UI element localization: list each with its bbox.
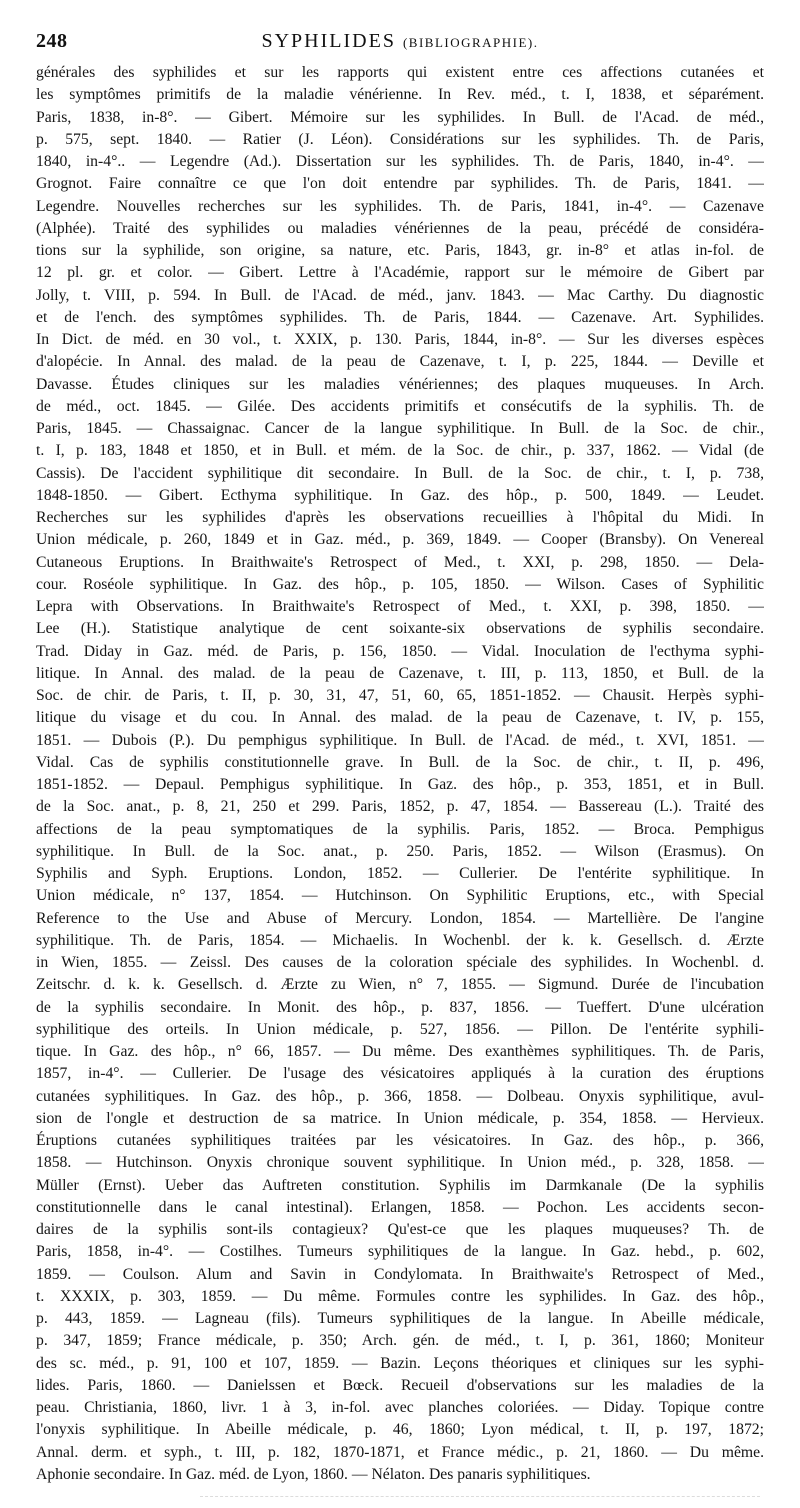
text-line: d'alopécie. In Annal. des malad. de la peau de Cazenave, t. I, p. 225, 1844. — Deville et — [36, 353, 764, 371]
text-line: de la Soc. anat., p. 8, 21, 250 et 299. Paris, 1852, p. 47, 1854. — Bassereau (L.). Traité des — [36, 798, 764, 816]
text-line: Recherches sur les syphilides d'après les observations recueillies à l'hôpital du Midi. In — [36, 509, 764, 526]
text-line: tique. In Gaz. des hôp., n° 66, 1857. — Du même. Des exanthèmes syphilitiques. Th. de Paris, — [36, 1043, 764, 1060]
running-title-subtitle: (BIBLIOGRAPHIE). — [402, 35, 539, 50]
text-line: Lee (H.). Statistique analytique de cent soixante-six observations de syphilis secondaire. — [36, 620, 764, 638]
text-line: 1851-1852. — Depaul. Pemphigus syphilitique. In Gaz. des hôp., p. 353, 1851, et in Bull. — [36, 776, 764, 793]
text-line: Lepra with Observations. In Braithwaite's Retrospect of Med., t. XXI, p. 398, 1850. — — [36, 598, 764, 615]
text-line: Syphilis and Syph. Eruptions. London, 1852. — Cullerier. De l'entérite syphilitique. In — [36, 865, 764, 882]
text-line: Legendre. Nouvelles recherches sur les syphilides. Th. de Paris, 1841, in-4°. — Cazenave — [36, 197, 764, 215]
text-line: Davasse. Études cliniques sur les maladies vénériennes; des plaques muqueuses. In Arch. — [36, 375, 764, 393]
text-line: Soc. de chir. de Paris, t. II, p. 30, 31, 47, 51, 60, 65, 1851-1852. — Chausit. Herpès syphi- — [36, 687, 764, 704]
text-line: p. 347, 1859; France médicale, p. 350; Arch. gén. de méd., t. I, p. 361, 1860; Moniteur — [36, 1332, 764, 1350]
text-line: générales des syphilides et sur les rapports qui existent entre ces affections cutanées et — [36, 64, 764, 81]
text-line: Union médicale, p. 260, 1849 et in Gaz. méd., p. 369, 1849. — Cooper (Bransby). On Venereal — [36, 531, 764, 549]
text-line: Cassis). De l'accident syphilitique dit secondaire. In Bull. de la Soc. de chir., t. I, p. 738, — [36, 464, 764, 482]
text-line: Müller (Ernst). Ueber das Auftreten constitution. Syphilis im Darmkanale (De la syphilis — [36, 1176, 764, 1194]
text-line: les symptômes primitifs de la maladie vénérienne. In Rev. méd., t. I, 1838, et séparément. — [36, 86, 764, 104]
text-line: p. 443, 1859. — Lagneau (fils). Tumeurs syphilitiques de la langue. In Abeille médicale, — [36, 1310, 764, 1327]
text-line: p. 575, sept. 1840. — Ratier (J. Léon). Considérations sur les syphilides. Th. de Paris, — [36, 130, 764, 148]
text-line: syphilitique. Th. de Paris, 1854. — Michaelis. In Wochenbl. der k. k. Gesellsch. d. Ærzte — [36, 931, 764, 949]
text-line: de la syphilis secondaire. In Monit. des hôp., p. 837, 1856. — Tueffert. D'une ulcération — [36, 998, 764, 1016]
text-line: 1848-1850. — Gibert. Ecthyma syphilitique. In Gaz. des hôp., p. 500, 1849. — Leudet. — [36, 486, 764, 504]
text-line: lides. Paris, 1860. — Danielssen et Bœck. Recueil d'observations sur les maladies de la — [36, 1376, 764, 1394]
text-line: 12 pl. gr. et color. — Gibert. Lettre à l'Académie, rapport sur le mémoire de Gibert par — [36, 264, 764, 282]
text-line: t. XXXIX, p. 303, 1859. — Du même. Formules contre les syphilides. In Gaz. des hôp., — [36, 1287, 764, 1305]
text-line: 1840, in-4°.. — Legendre (Ad.). Dissertation sur les syphilides. Th. de Paris, 1840, in-4°. — — [36, 153, 764, 170]
text-line: litique. In Annal. des malad. de la peau de Cazenave, t. III, p. 113, 1850, et Bull. de la — [36, 664, 764, 682]
text-line: syphilitique. In Bull. de la Soc. anat., p. 250. Paris, 1852. — Wilson (Erasmus). On — [36, 842, 764, 860]
text-line: cour. Roséole syphilitique. In Gaz. des hôp., p. 105, 1850. — Wilson. Cases of Syphilitic — [36, 575, 764, 593]
text-line: Cutaneous Eruptions. In Braithwaite's Retrospect of Med., t. XXI, p. 298, 1850. — Dela- — [36, 553, 764, 571]
text-line: Grognot. Faire connaître ce que l'on doit entendre par syphilides. Th. de Paris, 1841. — — [36, 175, 764, 193]
running-title-main: SYPHILIDES — [261, 30, 396, 52]
text-line: affections de la peau symptomatiques de la syphilis. Paris, 1852. — Broca. Pemphigus — [36, 820, 764, 838]
text-line: l'onyxis syphilitique. In Abeille médicale, p. 46, 1860; Lyon médical, t. II, p. 197, 1872; — [36, 1421, 764, 1439]
running-header — [36, 26, 764, 56]
text-line: 1851. — Dubois (P.). Du pemphigus syphilitique. In Bull. de l'Acad. de méd., t. XVI, 1851. — — [36, 731, 764, 749]
text-line: des sc. méd., p. 91, 100 et 107, 1859. — Bazin. Leçons théoriques et cliniques sur les syphi- — [36, 1354, 764, 1372]
text-line: t. I, p. 183, 1848 et 1850, et in Bull. et mém. de la Soc. de chir., p. 337, 1862. — Vidal (de — [36, 442, 764, 460]
page-bottom-artifact — [200, 1496, 760, 1498]
text-line: litique du visage et du cou. In Annal. des malad. de la peau de Cazenave, t. IV, p. 155, — [36, 709, 764, 727]
text-line: et de l'ench. des symptômes syphilides. Th. de Paris, 1844. — Cazenave. Art. Syphilides. — [36, 308, 764, 326]
text-line: 1859. — Coulson. Alum and Savin in Condylomata. In Braithwaite's Retrospect of Med., — [36, 1265, 764, 1283]
text-line: Éruptions cutanées syphilitiques traitées par les vésicatoires. In Gaz. des hôp., p. 366, — [36, 1132, 764, 1149]
text-line: Zeitschr. d. k. k. Gesellsch. d. Ærzte zu Wien, n° 7, 1855. — Sigmund. Durée de l'incubation — [36, 976, 764, 994]
text-line: tions sur la syphilide, son origine, sa nature, etc. Paris, 1843, gr. in-8° et atlas in-fol. de — [36, 242, 764, 259]
text-line: In Dict. de méd. en 30 vol., t. XXIX, p. 130. Paris, 1844, in-8°. — Sur les diverses espèces — [36, 331, 764, 348]
text-line: cutanées syphilitiques. In Gaz. des hôp., p. 366, 1858. — Dolbeau. Onyxis syphilitique, avul- — [36, 1087, 764, 1105]
text-line: de méd., oct. 1845. — Gilée. Des accidents primitifs et consécutifs de la syphilis. Th. de — [36, 397, 764, 415]
text-line: Union médicale, n° 137, 1854. — Hutchinson. On Syphilitic Eruptions, etc., with Special — [36, 887, 764, 905]
text-line: (Alphée). Traité des syphilides ou maladies vénériennes de la peau, précédé de considéra- — [36, 219, 764, 237]
text-line: syphilitique des orteils. In Union médicale, p. 527, 1856. — Pillon. De l'entérite syphili- — [36, 1020, 764, 1038]
text-line: Annal. derm. et syph., t. III, p. 182, 1870-1871, et France médic., p. 21, 1860. — Du même. — [36, 1443, 764, 1461]
text-line: Trad. Diday in Gaz. méd. de Paris, p. 156, 1850. — Vidal. Inoculation de l'ecthyma syphi- — [36, 642, 764, 660]
text-line: 1857, in-4°. — Cullerier. De l'usage des vésicatoires appliqués à la curation des éruptions — [36, 1065, 764, 1083]
bibliography-text — [36, 62, 764, 1486]
text-line: Vidal. Cas de syphilis constitutionnelle grave. In Bull. de la Soc. de chir., t. II, p. 496, — [36, 753, 764, 771]
running-title — [36, 30, 764, 53]
text-line: sion de l'ongle et destruction de sa matrice. In Union médicale, p. 354, 1858. — Hervieux. — [36, 1109, 764, 1127]
text-line: Paris, 1845. — Chassaignac. Cancer de la langue syphilitique. In Bull. de la Soc. de chir., — [36, 420, 764, 437]
text-line: in Wien, 1855. — Zeissl. Des causes de la coloration spéciale des syphilides. In Wochenbl. d. — [36, 954, 764, 971]
text-line: Aphonie secondaire. In Gaz. méd. de Lyon, 1860. — Nélaton. Des panaris syphilitiques. — [36, 1465, 591, 1483]
page-number: 248 — [36, 30, 68, 52]
text-line: daires de la syphilis sont-ils contagieux? Qu'est-ce que les plaques muqueuses? Th. de — [36, 1221, 764, 1238]
text-line: constitutionnelle dans le canal intestinal). Erlangen, 1858. — Pochon. Les accidents secon- — [36, 1198, 764, 1216]
text-line: peau. Christiania, 1860, livr. 1 à 3, in-fol. avec planches coloriées. — Diday. Topique contre — [36, 1399, 764, 1416]
text-line: Reference to the Use and Abuse of Mercury. London, 1854. — Martellière. De l'angine — [36, 909, 764, 927]
text-line: 1858. — Hutchinson. Onyxis chronique souvent syphilitique. In Union méd., p. 328, 1858. — — [36, 1154, 764, 1172]
text-line: Paris, 1838, in-8°. — Gibert. Mémoire sur les syphilides. In Bull. de l'Acad. de méd., — [36, 108, 764, 126]
text-line: Paris, 1858, in-4°. — Costilhes. Tumeurs syphilitiques de la langue. In Gaz. hebd., p. 602, — [36, 1243, 764, 1261]
text-line: Jolly, t. VIII, p. 594. In Bull. de l'Acad. de méd., janv. 1843. — Mac Carthy. Du diagnostic — [36, 286, 764, 304]
